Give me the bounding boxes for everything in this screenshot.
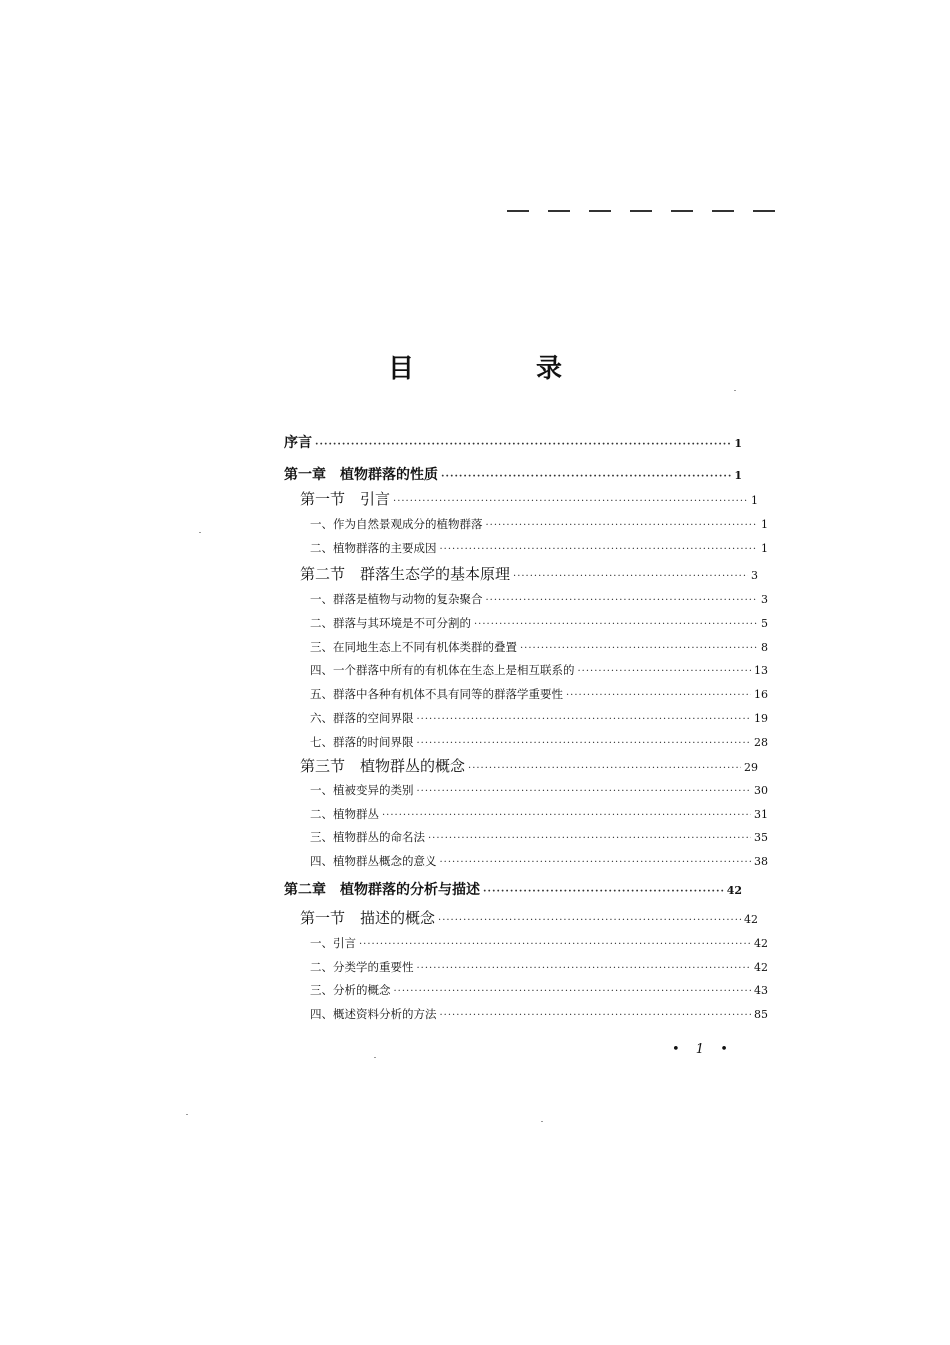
leader-dots bbox=[393, 496, 748, 507]
toc-entry-label: 三、植物群丛的命名法 bbox=[310, 830, 425, 844]
leader-dots bbox=[359, 939, 751, 950]
toc-entry-label: 四、一个群落中所有的有机体在生态上是相互联系的 bbox=[310, 663, 575, 677]
toc-page-number: 38 bbox=[754, 855, 768, 868]
toc-entry-item[interactable] bbox=[284, 829, 768, 845]
leader-dots bbox=[566, 690, 751, 701]
toc-entry-item[interactable] bbox=[284, 982, 768, 998]
toc-entry-label: 四、植物群丛概念的意义 bbox=[310, 854, 437, 868]
dash bbox=[589, 210, 611, 218]
toc-page-number: 1 bbox=[751, 494, 758, 507]
toc-entry-label: 序言 bbox=[284, 435, 312, 451]
toc-page-number: 43 bbox=[754, 984, 768, 997]
leader-dots bbox=[417, 738, 752, 749]
page-title: 目 录 bbox=[387, 354, 610, 384]
scan-speck bbox=[374, 1057, 376, 1058]
toc-entry-section[interactable] bbox=[284, 907, 758, 928]
toc-page-number: 3 bbox=[761, 593, 768, 606]
leader-dots bbox=[417, 786, 752, 797]
toc-entry-label: 第二章 植物群落的分析与描述 bbox=[284, 882, 480, 898]
leader-dots bbox=[440, 544, 759, 555]
leader-dots bbox=[417, 963, 752, 974]
decorative-dashes bbox=[507, 204, 775, 218]
toc-page-number: 42 bbox=[754, 961, 768, 974]
toc-entry-item[interactable] bbox=[284, 615, 768, 631]
toc-entry-item[interactable] bbox=[284, 516, 768, 532]
toc-page-number: 19 bbox=[754, 712, 768, 725]
toc-entry-label: 一、群落是植物与动物的复杂聚合 bbox=[310, 592, 483, 606]
toc-entry-item[interactable] bbox=[284, 662, 768, 678]
leader-dots bbox=[417, 714, 752, 725]
leader-dots bbox=[315, 439, 731, 450]
toc-entry-label: 七、群落的时间界限 bbox=[310, 735, 414, 749]
toc-page-number: 5 bbox=[761, 617, 768, 630]
leader-dots bbox=[441, 471, 731, 482]
toc-entry-label: 第一节 描述的概念 bbox=[300, 909, 436, 927]
toc-entry-label: 一、作为自然景观成分的植物群落 bbox=[310, 517, 483, 531]
toc-entry-label: 六、群落的空间界限 bbox=[310, 711, 414, 725]
toc-entry-label: 第一章 植物群落的性质 bbox=[284, 467, 438, 483]
scan-speck bbox=[734, 390, 736, 391]
dash bbox=[753, 210, 775, 218]
leader-dots bbox=[468, 763, 741, 774]
toc-entry-item[interactable] bbox=[284, 853, 768, 869]
toc-page-number: 16 bbox=[754, 688, 768, 701]
toc-entry-item[interactable] bbox=[284, 639, 768, 655]
toc-page-number: 42 bbox=[726, 884, 742, 897]
dash bbox=[712, 210, 734, 218]
toc-page-number: 42 bbox=[744, 913, 758, 926]
toc-entry-label: 二、植物群落的主要成因 bbox=[310, 541, 437, 555]
toc-entry-label: 二、植物群丛 bbox=[310, 807, 379, 821]
leader-dots bbox=[474, 619, 758, 630]
toc-page-number: 29 bbox=[744, 761, 758, 774]
toc-entry-label: 二、分类学的重要性 bbox=[310, 960, 414, 974]
toc-page-number: 1 bbox=[734, 437, 742, 450]
toc-entry-label: 一、植被变异的类别 bbox=[310, 783, 414, 797]
leader-dots bbox=[440, 1010, 752, 1021]
toc-page-number: 28 bbox=[754, 736, 768, 749]
toc-entry-item[interactable] bbox=[284, 710, 768, 726]
dash bbox=[548, 210, 570, 218]
scan-speck bbox=[186, 1114, 188, 1115]
toc-page-number: 1 bbox=[761, 542, 768, 555]
toc-entry-item[interactable] bbox=[284, 782, 768, 798]
scan-speck bbox=[199, 532, 201, 533]
toc-entry-item[interactable] bbox=[284, 935, 768, 951]
leader-dots bbox=[438, 915, 741, 926]
leader-dots bbox=[428, 833, 751, 844]
toc-entry-item[interactable] bbox=[284, 734, 768, 750]
toc-entry-item[interactable] bbox=[284, 959, 768, 975]
toc-page-number: 30 bbox=[754, 784, 768, 797]
toc-entry-item[interactable] bbox=[284, 686, 768, 702]
leader-dots bbox=[486, 595, 759, 606]
toc-entry-label: 第三节 植物群丛的概念 bbox=[300, 757, 466, 775]
toc-entry-item[interactable] bbox=[284, 1006, 768, 1022]
leader-dots bbox=[483, 886, 724, 897]
toc-entry-label: 三、在同地生态上不同有机体类群的叠置 bbox=[310, 640, 517, 654]
leader-dots bbox=[394, 986, 752, 997]
leader-dots bbox=[578, 666, 752, 677]
dash bbox=[671, 210, 693, 218]
toc-page-number: 8 bbox=[761, 641, 768, 654]
toc-entry-label: 四、概述资料分析的方法 bbox=[310, 1007, 437, 1021]
toc-entry-section[interactable] bbox=[284, 755, 758, 776]
toc-entry-label: 三、分析的概念 bbox=[310, 983, 391, 997]
toc-page-number: 1 bbox=[734, 469, 742, 482]
toc-page-number: 85 bbox=[754, 1008, 768, 1021]
toc-page-number: 1 bbox=[761, 518, 768, 531]
toc-page-number: 31 bbox=[754, 808, 768, 821]
toc-entry-item[interactable] bbox=[284, 540, 768, 556]
toc-page-number: 13 bbox=[754, 664, 768, 677]
toc-entry-label: 第二节 群落生态学的基本原理 bbox=[300, 565, 511, 583]
toc-entry-preface[interactable] bbox=[284, 432, 742, 452]
toc-entry-chapter[interactable] bbox=[284, 464, 742, 484]
leader-dots bbox=[486, 520, 759, 531]
dash bbox=[507, 210, 529, 218]
toc-entry-item[interactable] bbox=[284, 591, 768, 607]
toc-entry-label: 五、群落中各种有机体不具有同等的群落学重要性 bbox=[310, 687, 563, 701]
toc-page-number: 42 bbox=[754, 937, 768, 950]
toc-entry-item[interactable] bbox=[284, 806, 768, 822]
scan-speck bbox=[541, 1121, 543, 1122]
toc-page-number: 35 bbox=[754, 831, 768, 844]
page-folio: • 1 • bbox=[672, 1042, 734, 1057]
leader-dots bbox=[382, 810, 751, 821]
leader-dots bbox=[513, 571, 748, 582]
toc-entry-section[interactable] bbox=[284, 488, 758, 509]
leader-dots bbox=[440, 857, 752, 868]
toc-entry-label: 二、群落与其环境是不可分割的 bbox=[310, 616, 471, 630]
dash bbox=[630, 210, 652, 218]
toc-page-number: 3 bbox=[751, 569, 758, 582]
toc-entry-label: 一、引言 bbox=[310, 936, 356, 950]
toc-entry-section[interactable] bbox=[284, 563, 758, 584]
leader-dots bbox=[520, 643, 758, 654]
toc-entry-chapter[interactable] bbox=[284, 879, 742, 899]
toc-entry-label: 第一节 引言 bbox=[300, 490, 391, 508]
